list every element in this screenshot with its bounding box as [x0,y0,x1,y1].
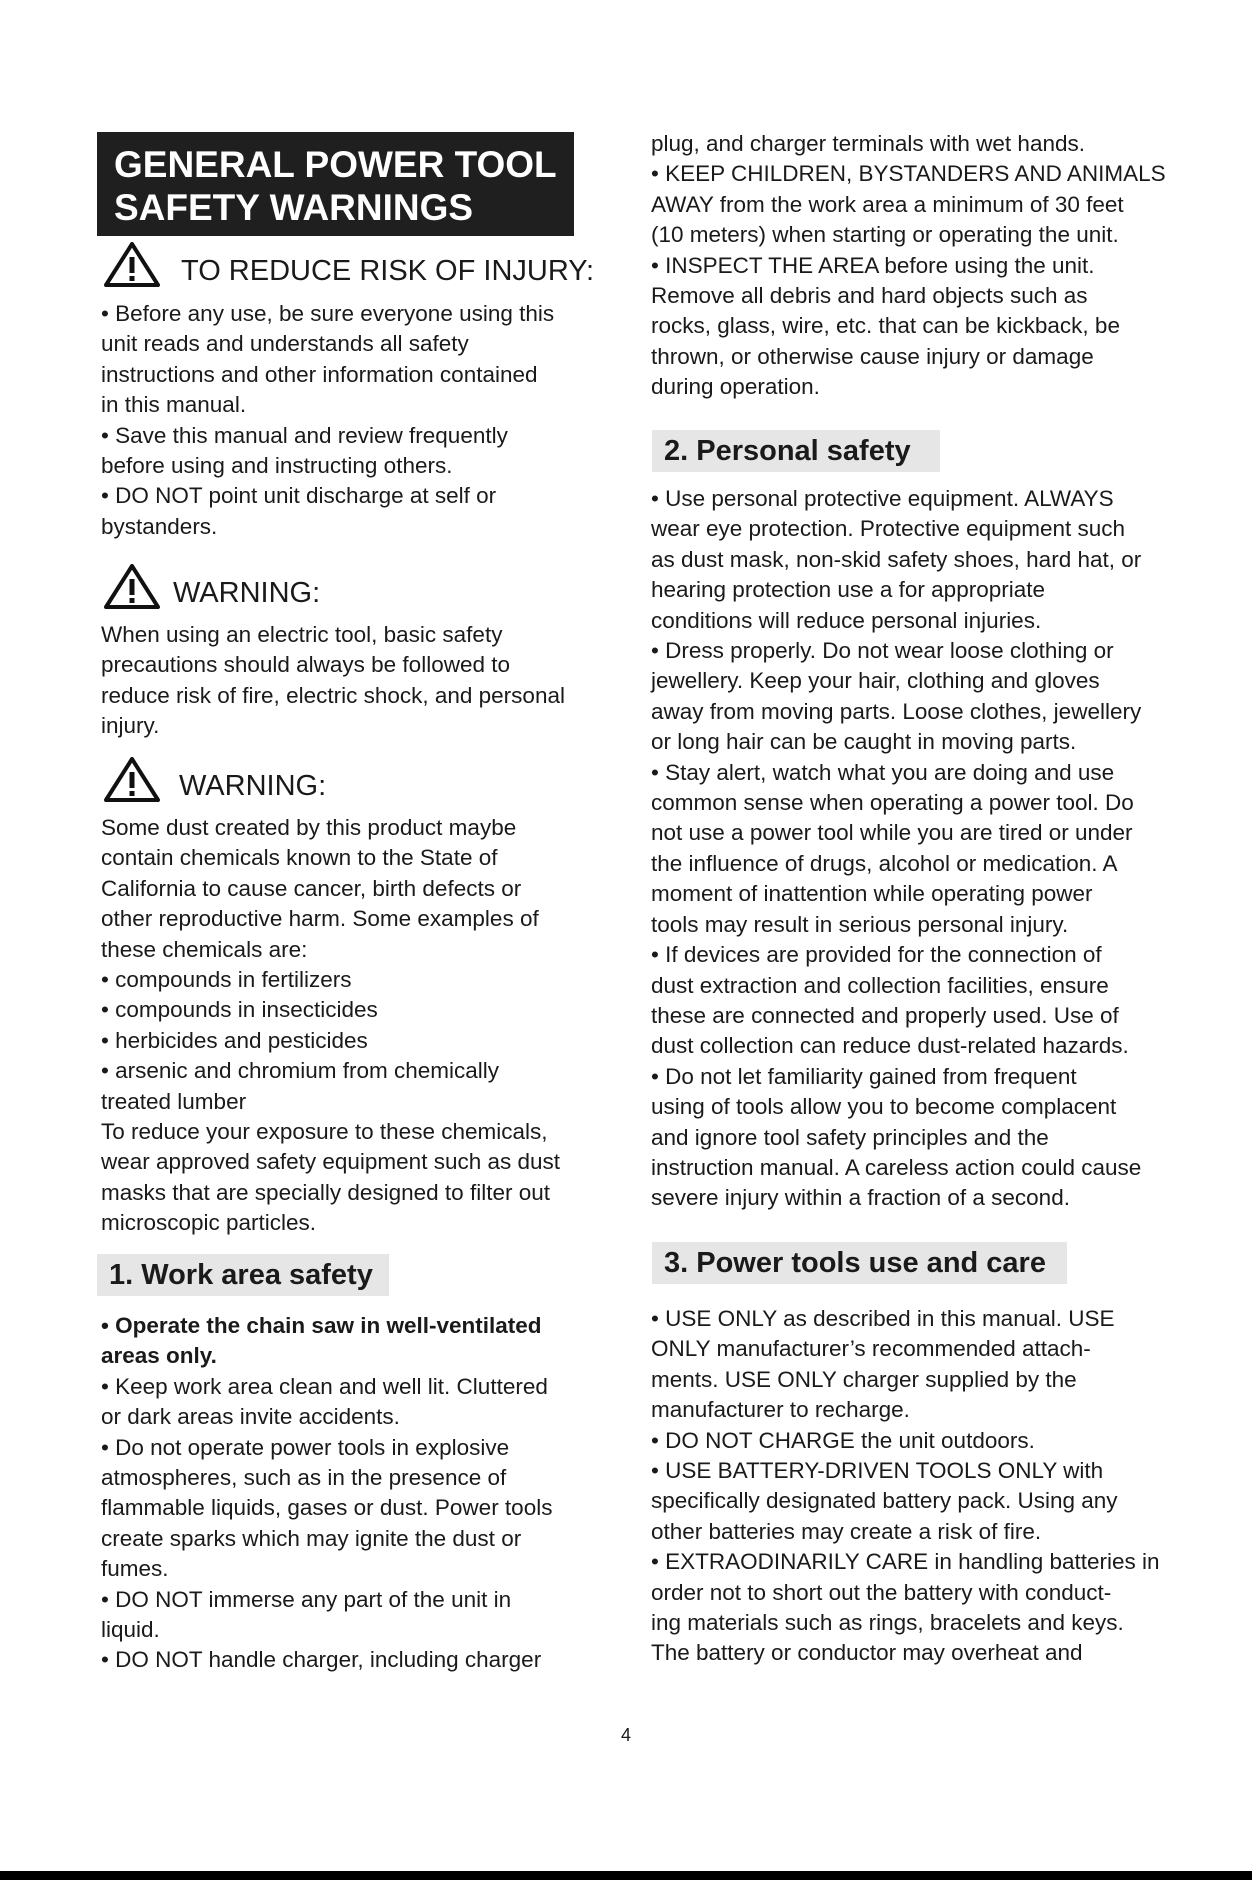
title-line: GENERAL POWER TOOL [114,144,557,185]
text-line: ONLY manufacturer’s recommended attach- [651,1336,1091,1362]
text-line: • Dress properly. Do not wear loose clothing or [651,638,1114,664]
text-line: • DO NOT handle charger, including charger [101,1647,542,1673]
title-line: SAFETY WARNINGS [114,187,474,228]
text-line: these chemicals are: [101,936,308,962]
text-line: • Do not operate power tools in explosive [101,1434,510,1460]
text-line: • Use personal protective equipment. ALWAYS [651,486,1114,511]
text-line: Remove all debris and hard objects such as [651,283,1088,309]
text-line: instructions and other information contained [101,361,538,387]
text-line: order not to short out the battery with conduct- [651,1579,1112,1605]
text-line: masks that are specially designed to filter out [101,1179,550,1205]
text-line: • Keep work area clean and well lit. Cluttered [101,1373,548,1399]
text-line: rocks, glass, wire, etc. that can be kickback, be [651,313,1120,339]
text-line: away from moving parts. Loose clothes, jewellery [651,698,1142,724]
work-area-continued-text [651,129,1166,403]
warning-text [101,620,565,742]
text-line: during operation. [651,374,820,400]
text-line: • USE ONLY as described in this manual. USE [651,1306,1115,1331]
text-line: atmospheres, such as in the presence of [101,1465,507,1491]
warning-triangle-icon [103,755,161,803]
warning-title: WARNING: [173,577,321,609]
bottom-border [0,1871,1252,1880]
text-line: moment of inattention while operating power [651,881,1093,907]
text-line: • KEEP CHILDREN, BYSTANDERS AND ANIMALS [651,161,1166,187]
text-line: the influence of drugs, alcohol or medication. A [651,850,1118,876]
text-line: AWAY from the work area a minimum of 30 feet [651,191,1124,217]
section-heading-personal-safety: 2. Personal safety [652,430,940,472]
text-line: liquid. [101,1617,160,1643]
text-line: flammable liquids, gases or dust. Power tools [101,1495,553,1521]
section-heading-work-area: 1. Work area safety [97,1254,389,1296]
text-line: ing materials such as rings, bracelets and keys. [651,1610,1124,1636]
warning-heading [103,562,320,610]
text-line: • DO NOT CHARGE the unit outdoors. [651,1427,1035,1453]
text-line: • INSPECT THE AREA before using the unit. [651,252,1095,278]
text-line: • Save this manual and review frequently [101,422,508,448]
text-line: conditions will reduce personal injuries. [651,607,1042,633]
work-area-text [101,1311,552,1676]
text-line: • compounds in insecticides [101,997,378,1023]
text-line: wear eye protection. Protective equipment such [651,516,1126,542]
power-tools-text [651,1304,1160,1669]
warning-text [101,813,560,1239]
text-line: • Do not let familiarity gained from frequent [651,1063,1077,1089]
text-line: common sense when operating a power tool. Do [651,790,1134,816]
text-line: (10 meters) when starting or operating the unit. [651,222,1119,248]
text-line: fumes. [101,1556,169,1582]
text-line: jewellery. Keep your hair, clothing and gloves [651,668,1100,694]
text-line: hearing protection use a for appropriate [651,577,1046,603]
text-line: The battery or conductor may overheat and [651,1640,1083,1666]
text-line: To reduce your exposure to these chemicals, [101,1119,548,1145]
page-title [97,132,574,236]
text-line: • Before any use, be sure everyone using this [101,301,555,326]
warning-triangle-icon [103,240,161,288]
text-line: not use a power tool while you are tired or under [651,820,1133,846]
text-line: • arsenic and chromium from chemically [101,1058,500,1084]
text-line: Some dust created by this product maybe [101,815,517,840]
text-line: plug, and charger terminals with wet hands. [651,131,1085,156]
section-heading-power-tools: 3. Power tools use and care [652,1242,1067,1284]
text-line: • DO NOT point unit discharge at self or [101,483,497,509]
text-line: bystanders. [101,513,218,539]
text-line: contain chemicals known to the State of [101,845,498,871]
text-line: instruction manual. A careless action could cause [651,1154,1142,1180]
text-line: in this manual. [101,392,247,418]
reduce-risk-title: TO REDUCE RISK OF INJURY: [181,255,595,287]
text-line: or dark areas invite accidents. [101,1404,400,1430]
text-line: dust extraction and collection facilities, ensure [651,972,1109,998]
warning-title: WARNING: [179,770,327,802]
text-line: • compounds in fertilizers [101,967,352,993]
text-line: ments. USE ONLY charger supplied by the [651,1366,1077,1392]
text-line: unit reads and understands all safety [101,331,469,357]
reduce-risk-heading [103,240,594,288]
text-line: injury. [101,713,160,739]
text-line: When using an electric tool, basic safety [101,622,503,647]
text-line: these are connected and properly used. Use of [651,1002,1119,1028]
text-line: tools may result in serious personal injury. [651,911,1069,937]
text-line: manufacturer to recharge. [651,1397,910,1423]
text-line: using of tools allow you to become complacent [651,1094,1117,1120]
text-line: • EXTRAODINARILY CARE in handling batteries in [651,1549,1160,1575]
personal-safety-text [651,484,1141,1214]
text-line: treated lumber [101,1088,247,1114]
text-line: specifically designated battery pack. Using any [651,1488,1118,1514]
text-line: severe injury within a fraction of a second. [651,1185,1070,1211]
text-line: other batteries may create a risk of fire. [651,1518,1042,1544]
text-line: or long hair can be caught in moving parts. [651,729,1077,755]
reduce-risk-text [101,299,554,542]
text-line: before using and instructing others. [101,453,453,479]
page-number: 4 [620,1725,631,1745]
warning-triangle-icon [103,562,161,610]
text-line: thrown, or otherwise cause injury or damage [651,343,1094,369]
text-line: dust collection can reduce dust-related hazards. [651,1033,1129,1059]
text-line: • Operate the chain saw in well-ventilated [101,1313,542,1338]
text-line: • DO NOT immerse any part of the unit in [101,1586,512,1612]
text-line: and ignore tool safety principles and the [651,1124,1049,1150]
text-line: • USE BATTERY-DRIVEN TOOLS ONLY with [651,1458,1104,1484]
text-line: reduce risk of fire, electric shock, and personal [101,682,565,708]
text-line: • Stay alert, watch what you are doing and use [651,759,1115,785]
text-line: other reproductive harm. Some examples of [101,906,539,932]
text-line: • herbicides and pesticides [101,1027,368,1053]
text-line: areas only. [101,1343,217,1369]
text-line: precautions should always be followed to [101,652,510,678]
warning-heading [103,755,326,803]
text-line: wear approved safety equipment such as dust [101,1149,561,1175]
text-line: California to cause cancer, birth defects or [101,875,522,901]
text-line: create sparks which may ignite the dust or [101,1525,522,1551]
text-line: • If devices are provided for the connection of [651,942,1102,968]
text-line: as dust mask, non-skid safety shoes, hard hat, or [651,546,1142,572]
text-line: microscopic particles. [101,1210,317,1236]
